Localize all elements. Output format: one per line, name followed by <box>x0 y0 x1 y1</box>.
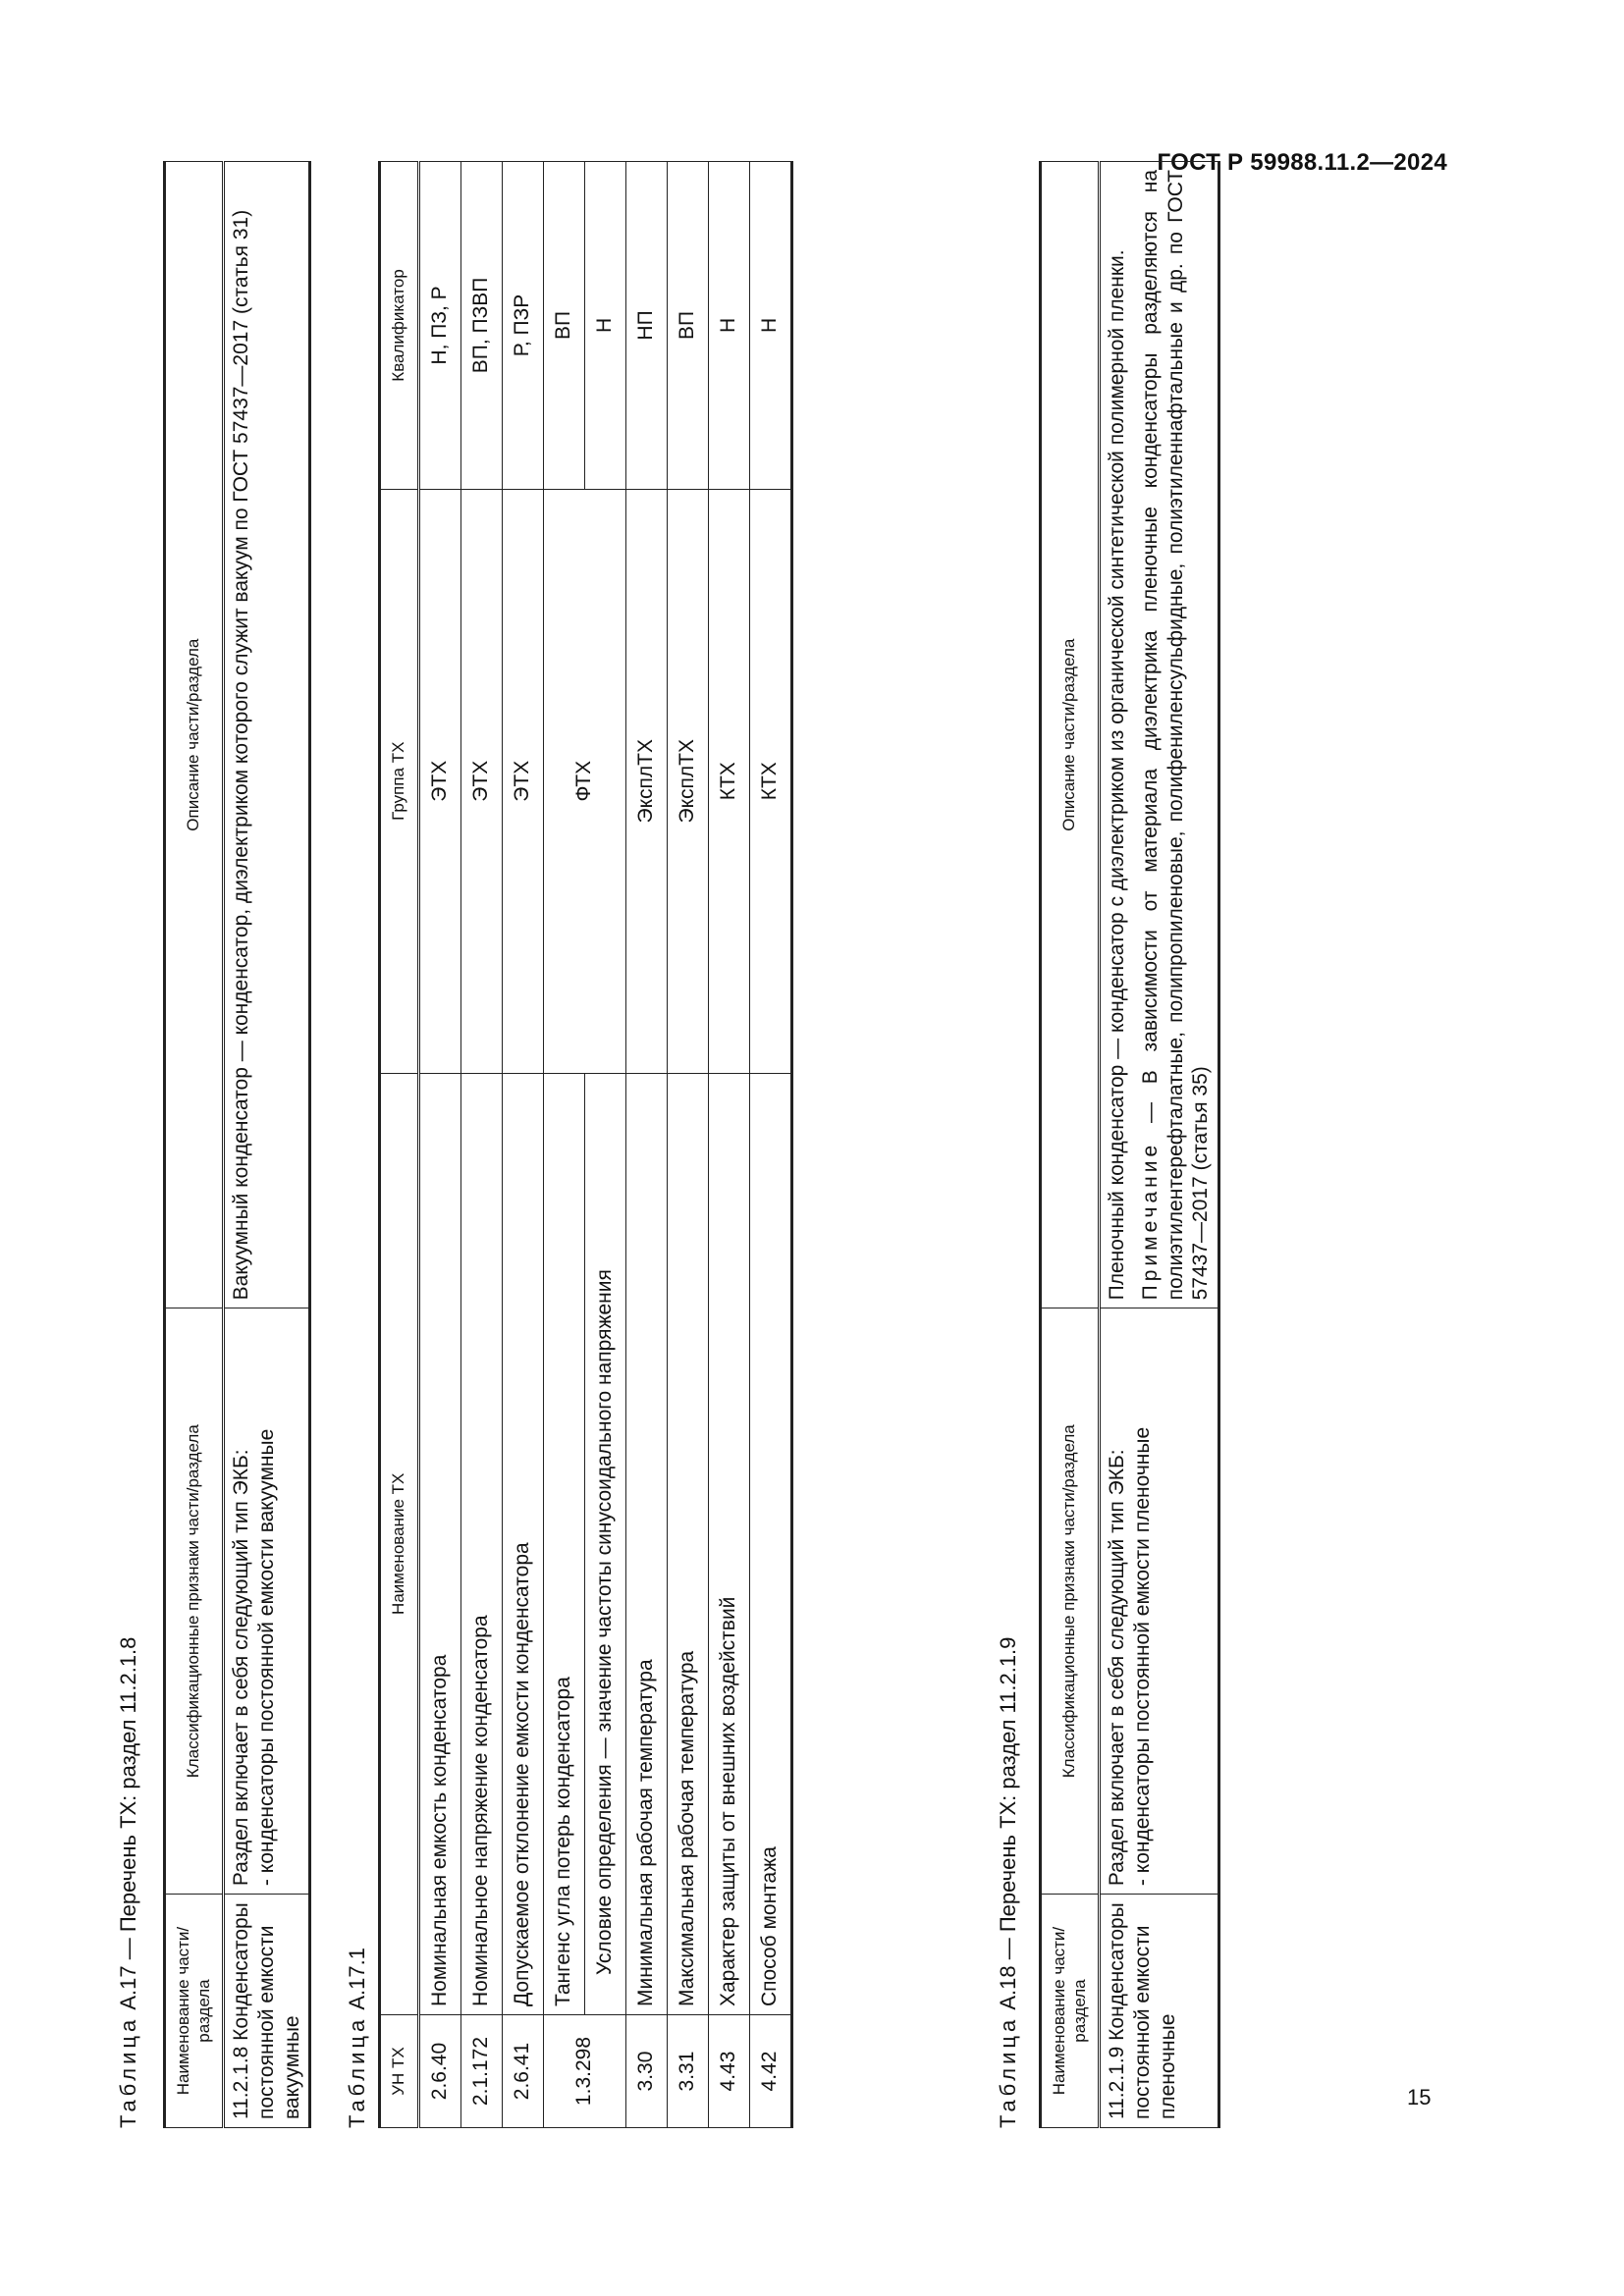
table-a18-name-cell: 11.2.1.9 Конденсаторы постоянной емкости пленочные <box>1100 1895 1218 2128</box>
table-a17-desc-cell: Вакуумный конденсатор — конденсатор, диэлектриком которого служит вакуум по ГОСТ 57437—2017 (статья 31) <box>224 162 310 1308</box>
table-row <box>749 162 791 2128</box>
code-cell: 2.1.172 <box>460 2015 502 2128</box>
table-a171-header-name: Наименование ТХ <box>380 1073 419 2014</box>
table-a171 <box>378 161 793 2128</box>
group-cell: ЭксплТХ <box>667 489 708 1073</box>
table-a171-caption <box>345 1948 370 2128</box>
note-body: — В зависимости от материала диэлектрика пленочные конденсаторы разделяются на полиэтилентерефталатные, полипропиленовые, полифениленсульфидные, полиэтиленнафтальные и др. по ГОСТ 57437—2017 (статья 35) <box>1139 170 1213 1301</box>
qual-cell: Р, ПЗР <box>502 162 543 490</box>
caption-rest: А.17.1 <box>345 1948 369 2016</box>
table-a171-header-group: Группа ТХ <box>380 489 419 1073</box>
code-cell: 4.42 <box>749 2015 791 2128</box>
qual-cell: ВП, ПЗВП <box>460 162 502 490</box>
page-number: 15 <box>1407 2085 1432 2109</box>
qual-cell: НП <box>625 162 667 490</box>
qual-cell: Н <box>708 162 749 490</box>
group-cell: ЭТХ <box>502 489 543 1073</box>
table-a18-caption <box>996 1637 1021 2128</box>
table-a171-header-code: УН ТХ <box>380 2015 419 2128</box>
group-cell: КТХ <box>749 489 791 1073</box>
table-row <box>667 162 708 2128</box>
table-a18-header-class: Классификационные признаки части/раздела <box>1041 1308 1100 1895</box>
table-a17-header-class: Классификационные признаки части/раздела <box>165 1308 224 1895</box>
table-a18-desc-cell <box>1100 162 1218 1308</box>
table-a17-caption <box>116 1637 141 2128</box>
name-cell: Тангенс угла потерь конденсатора <box>543 1073 584 2014</box>
group-cell: ЭТХ <box>460 489 502 1073</box>
qual-cell: ВП <box>543 162 584 490</box>
table-a17-header-name: Наименование части/раздела <box>165 1895 224 2128</box>
code-cell: 3.30 <box>625 2015 667 2128</box>
name-cell: Номинальная емкость конденсатора <box>418 1073 460 2014</box>
table-a18-header-name: Наименование части/раздела <box>1041 1895 1100 2128</box>
code-cell: 1.3.298 <box>543 2015 625 2128</box>
name-cell: Характер защиты от внешних воздействий <box>708 1073 749 2014</box>
caption-word: Таблица <box>996 2015 1020 2128</box>
group-cell: КТХ <box>708 489 749 1073</box>
qual-cell: Н, ПЗ, Р <box>418 162 460 490</box>
qual-cell: ВП <box>667 162 708 490</box>
document-header: ГОСТ Р 59988.11.2—2024 <box>1157 149 1447 176</box>
table-row <box>502 162 543 2128</box>
class-line-2: - конденсаторы постоянной емкости вакуумные <box>255 1428 279 1887</box>
name-cell: Максимальная рабочая температура <box>667 1073 708 2014</box>
table-row <box>584 162 625 2128</box>
name-cell: Способ монтажа <box>749 1073 791 2014</box>
description-text: Пленочный конденсатор — конденсатор с диэлектриком из органической синтетической полимерной пленки. <box>1106 249 1129 1301</box>
table-a18 <box>1039 161 1220 2128</box>
name-subcell: Условие определения — значение частоты синусоидального напряжения <box>584 1073 625 2014</box>
code-cell: 2.6.40 <box>418 2015 460 2128</box>
caption-rest: А.17 — Перечень ТХ: раздел 11.2.1.8 <box>116 1636 140 2016</box>
table-row <box>460 162 502 2128</box>
table-a18-class-cell <box>1100 1308 1218 1895</box>
rotated-content <box>98 161 1453 2128</box>
table-a18-header-desc: Описание части/раздела <box>1041 162 1100 1308</box>
note-word: Примечание <box>1139 1141 1163 1301</box>
note-text <box>1138 170 1214 1300</box>
table-a17-class-cell <box>224 1308 310 1895</box>
code-cell: 3.31 <box>667 2015 708 2128</box>
group-cell: ЭксплТХ <box>625 489 667 1073</box>
table-a17-header-desc: Описание части/раздела <box>165 162 224 1308</box>
code-cell: 2.6.41 <box>502 2015 543 2128</box>
name-cell: Номинальное напряжение конденсатора <box>460 1073 502 2014</box>
code-cell: 4.43 <box>708 2015 749 2128</box>
name-cell: Допускаемое отклонение емкости конденсатора <box>502 1073 543 2014</box>
table-a171-header-qual: Квалификатор <box>380 162 419 490</box>
class-line-1: Раздел включает в себя следующий тип ЭКБ: <box>230 1449 253 1887</box>
table-row <box>543 162 584 2128</box>
group-cell: ЭТХ <box>418 489 460 1073</box>
table-row <box>708 162 749 2128</box>
qual-cell: Н <box>584 162 625 490</box>
table-row <box>418 162 460 2128</box>
caption-word: Таблица <box>345 2015 369 2128</box>
caption-rest: А.18 — Перечень ТХ: раздел 11.2.1.9 <box>996 1636 1020 2016</box>
table-a17 <box>163 161 311 2128</box>
class-line-2: - конденсаторы постоянной емкости пленочные <box>1131 1426 1155 1887</box>
qual-cell: Н <box>749 162 791 490</box>
caption-word: Таблица <box>116 2015 140 2128</box>
table-a17-name-cell: 11.2.1.8 Конденсаторы постоянной емкости вакуумные <box>224 1895 310 2128</box>
table-row <box>625 162 667 2128</box>
class-line-1: Раздел включает в себя следующий тип ЭКБ: <box>1106 1449 1129 1887</box>
name-cell: Минимальная рабочая температура <box>625 1073 667 2014</box>
group-cell: ФТХ <box>543 489 625 1073</box>
